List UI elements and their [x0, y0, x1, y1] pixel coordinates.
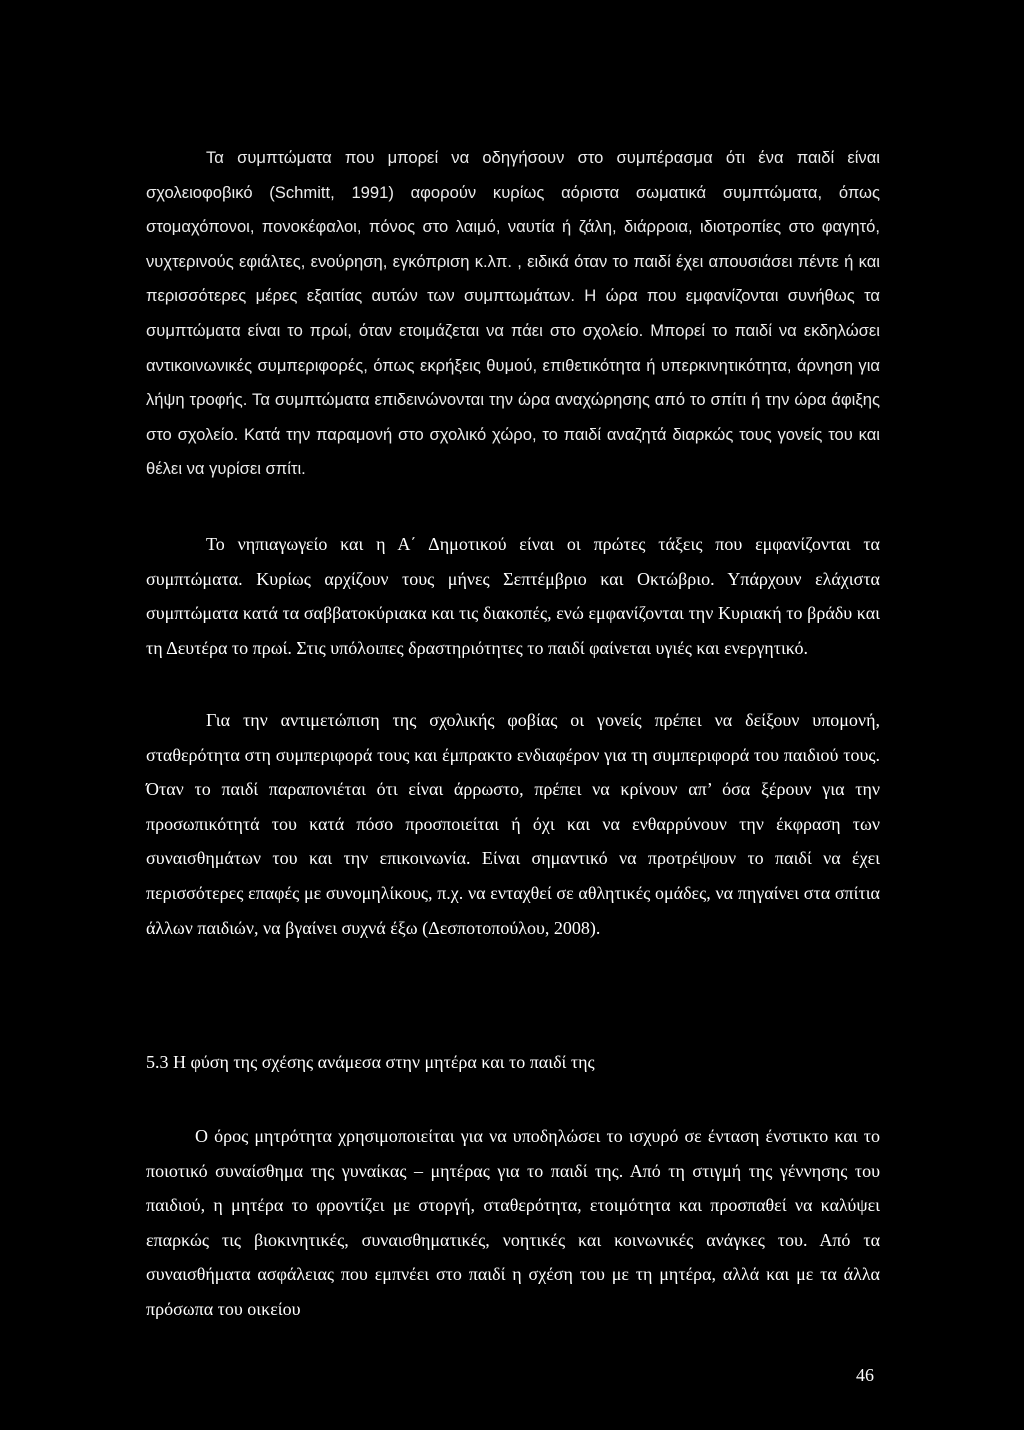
paragraph-motherhood: Ο όρος μητρότητα χρησιμοποιείται για να υποδηλώσει το ισχυρό σε ένταση ένστικτο και το ποιοτικό συναίσθημα της γυναίκας – μητέρας για το παιδί της. Από τη στιγμή της γέννησης του παιδιού, η μητέρα το φροντίζει με στοργή, σταθερότητα, ετοιμότητα και προσπαθεί να καλύψει επαρκώς τις βιοκινητικές, συναισθηματικές, νοητικές και κοινωνικές ανάγκες του. Από τα συναισθήματα ασφάλειας που εμπνέει στο παιδί η σχέση του με τη μητέρα, αλλά και με τα άλλα πρόσωπα του οικείου	[146, 1126, 880, 1319]
paragraph-treatment: Για την αντιμετώπιση της σχολικής φοβίας οι γονείς πρέπει να δείξουν υπομονή, σταθερότητα στη συμπεριφορά τους και έμπρακτο ενδιαφέρον για τη συμπεριφορά του παιδιού τους. Όταν το παιδί παραπονιέται ότι είναι άρρωστο, πρέπει να κρίνουν απ’ όσα ξέρουν για την προσωπικότητά του κατά πόσο προσποιείται ή όχι και να ενθαρρύνουν την έκφραση των συναισθημάτων του και την επικοινωνία. Είναι σημαντικό να προτρέψουν το παιδί να έχει περισσότερες επαφές με συνομηλίκους, π.χ. να ενταχθεί σε αθλητικές ομάδες, να πηγαίνει στα σπίτια άλλων παιδιών, να βγαίνει συχνά έξω (Δεσποτοπούλου, 2008).	[146, 710, 880, 938]
section-heading: 5.3 Η φύση της σχέσης ανάμεσα στην μητέρα και το παιδί της	[146, 1052, 595, 1072]
paragraph-symptoms: Τα συμπτώματα που μπορεί να οδηγήσουν στο συμπέρασμα ότι ένα παιδί είναι σχολειοφοβικό (Schmitt, 1991) αφορούν κυρίως αόριστα σωματικά συμπτώματα, όπως στομαχόπονοι, πονοκέφαλοι, πόνος στο λαιμό, ναυτία ή ζάλη, διάρροια, ιδιοτροπίες στο φαγητό, νυχτερινούς εφιάλτες, ενούρηση, εγκόπριση κ.λπ. , ειδικά όταν το παιδί έχει απουσιάσει πέντε ή και περισσότερες μέρες εξαιτίας αυτών των συμπτωμάτων. Η ώρα που εμφανίζονται συνήθως τα συμπτώματα είναι το πρωί, όταν ετοιμάζεται να πάει στο σχολείο. Μπορεί το παιδί να εκδηλώσει αντικοινωνικές συμπεριφορές, όπως εκρήξεις θυμού, επιθετικότητα ή υπερκινητικότητα, άρνηση για λήψη τροφής. Τα συμπτώματα επιδεινώνονται την ώρα αναχώρησης από το σπίτι ή την ώρα άφιξης στο σχολείο. Κατά την παραμονή στο σχολικό χώρο, το παιδί αναζητά διαρκώς τους γονείς του και θέλει να γυρίσει σπίτι.	[146, 148, 880, 479]
page-number: 46	[856, 1365, 874, 1385]
paragraph-onset: Το νηπιαγωγείο και η Α΄ Δημοτικού είναι οι πρώτες τάξεις που εμφανίζονται τα συμπτώματα. Κυρίως αρχίζουν τους μήνες Σεπτέμβριο και Οκτώβριο. Υπάρχουν ελάχιστα συμπτώματα κατά τα σαββατοκύριακα και τις διακοπές, ενώ εμφανίζονται την Κυριακή το βράδυ και τη Δευτέρα το πρωί. Στις υπόλοιπες δραστηριότητες το παιδί φαίνεται υγιές και ενεργητικό.	[146, 534, 880, 658]
